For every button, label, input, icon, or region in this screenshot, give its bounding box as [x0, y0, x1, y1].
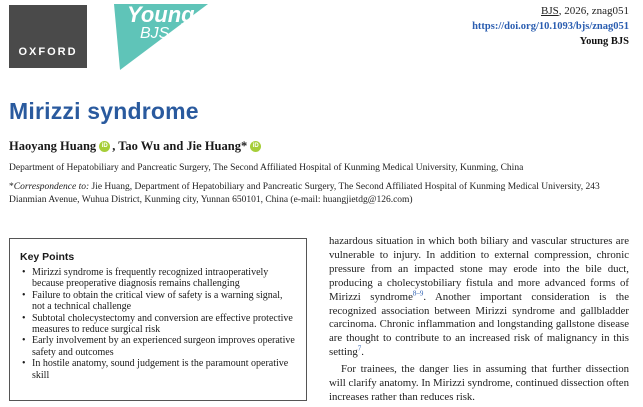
correspondence-marker: * — [9, 182, 14, 192]
key-point-item: • Mirizzi syndrome is frequently recognized intraoperatively because preoperative diagnosis remains challenging — [20, 267, 296, 290]
body-text — [329, 235, 629, 405]
journal-name: Young BJS — [579, 36, 629, 47]
key-point-item: • In hostile anatomy, sound judgement is the paramount operative skill — [20, 358, 296, 381]
key-points-list — [20, 267, 296, 381]
orcid-icon[interactable]: iD — [99, 141, 110, 152]
citation — [472, 4, 629, 19]
oxford-logo-text: OXFORD — [18, 46, 78, 58]
body-text-segment: . Another important consideration is the recognized association between Mirizzi syndrome and gallbladder carcinoma. Chronic inflammation and longstanding gallstone disease are thought to contribute to an increased risk of malignancy in this setting — [329, 290, 629, 359]
young-logo-text: Young — [127, 2, 195, 27]
correspondence — [9, 181, 629, 206]
key-point-item: • Subtotal cholecystectomy and conversion are effective protective measures to reduce surgical risk — [20, 313, 296, 336]
body-paragraph — [329, 235, 629, 360]
affiliation: Department of Hepatobiliary and Pancreatic Surgery, The Second Affiliated Hospital of Kunming Medical University, Kunming, China — [9, 163, 524, 173]
correspondence-text: Jie Huang, Department of Hepatobiliary and Pancreatic Surgery, The Second Affiliated Hospital of Kunming Medical University, 243 Dianmian Avenue, Wuhua District, Kunming city, Yunnan 650101, China (e-mail: huangjietdg@126.com) — [9, 182, 600, 205]
author-list — [9, 139, 263, 154]
citation-journal[interactable]: BJS — [540, 5, 559, 17]
oxford-logo — [9, 5, 87, 68]
reference-link[interactable]: 8–9 — [412, 289, 424, 298]
key-point-item: • Early involvement by an experienced surgeon improves operative safety and outcomes — [20, 335, 296, 358]
author-names: , Tao Wu and Jie Huang — [112, 139, 241, 153]
body-paragraph: For trainees, the danger lies in assuming that further dissection will clarify anatomy. In Mirizzi syndrome, continued dissection often increases rather than reduces risk. — [329, 363, 629, 403]
corresponding-author-marker: * — [240, 139, 248, 153]
article-meta — [472, 4, 629, 49]
article-title: Mirizzi syndrome — [9, 98, 199, 124]
doi-link[interactable]: https://doi.org/10.1093/bjs/znag051 — [472, 21, 629, 32]
bjs-logo-text: BJS — [140, 25, 170, 42]
correspondence-label: Correspondence to: — [13, 182, 90, 192]
reference-link[interactable]: 7 — [357, 344, 362, 353]
key-point-item: • Failure to obtain the critical view of safety is a warning signal, not a technical challenge — [20, 290, 296, 313]
orcid-icon[interactable]: iD — [250, 141, 261, 152]
author-name[interactable]: Haoyang Huang — [9, 139, 97, 153]
citation-details: , 2026, znag051 — [558, 5, 629, 17]
key-points-box — [9, 238, 307, 401]
body-text-segment: hazardous situation in which both biliary and vascular structures are vulnerable to injury. In addition to external compression, chronic pressure from an impacted stone may erode into the bile duct, producing a cholecystobiliary fistula and more advanced forms of Mirizzi syndrome — [329, 235, 629, 303]
key-points-heading: Key Points — [20, 251, 75, 263]
body-text-segment: . — [361, 346, 364, 359]
